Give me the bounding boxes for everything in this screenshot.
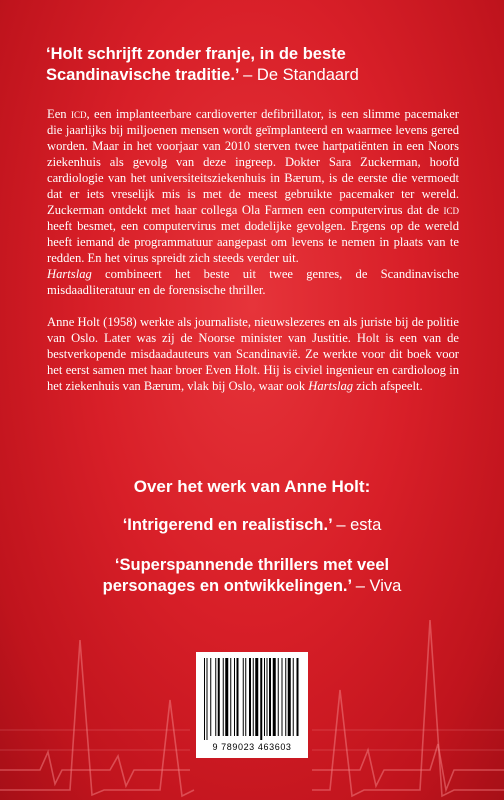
barcode-bar [297,658,299,736]
barcode-bar [204,658,205,740]
text-run: sterven twee hartpatiënten in een Noors ziekenhuis als gevolg van deze ingreep. Dokter Sara Zuckerman, hoofd cardiologie van het universiteitsziekenhuis in Bærum, is de eerste die vermoedt dat er iets vreselijk mis is met de meest gebruikte pacemaker ter wereld. Zuckerman ontdekt met haar collega Ola Farmen een computervirus dat de [47,139,459,217]
barcode-bar [278,658,279,736]
barcode-bar [230,658,231,736]
barcode-bar [260,658,262,740]
quote-source: – esta [336,516,382,534]
barcode-bar [249,658,251,736]
barcode-bar [267,658,268,736]
abbrev-icd: icd [443,203,459,217]
text-run: zich afspeelt. [356,379,423,393]
quote-text: ‘Intrigerend en realistisch.’ [122,516,332,534]
barcode-bar [207,658,208,740]
quote-source: – De Standaard [243,66,359,84]
review-quote-viva [40,555,464,597]
synopsis-paragraph [47,106,459,298]
review-quote-esta [0,515,504,536]
barcode-bar [223,658,224,736]
text-run: Een [47,107,67,121]
author-bio-paragraph [47,314,459,394]
barcode-bar [288,658,291,736]
barcode-bar [282,658,283,736]
barcode-bar [293,658,294,736]
reviews-heading: Over het werk van Anne Holt: [133,477,371,496]
book-title-italic: Hartslag [308,379,354,393]
barcode-bar [243,658,244,736]
text-run: , een implanteerbare cardioverter defibrillator, is een slimme pacemaker die jaarlijks bij miljoenen mensen wordt geïmplanteerd en waarmee levens gered worden. Maar in het voorjaar van [47,107,459,153]
text-run: Anne Holt (1958) werkte als journaliste, nieuwslezeres en als juriste bij de politie van Oslo. Later was zij de Noorse minister van Justitie. Holt is een van de bestverkopende misdaadauteurs van Scandinavië. Ze werkte voor dit boek voor het eerst samen met haar broer Even Holt. Hij is civiel ingenieur en cardioloog in het ziekenhuis van Bærum, vlak bij Oslo, waar ook [47,315,459,393]
barcode-bar [285,658,286,736]
text-run: combineert het beste uit twee genres, de Scandinavische misdaadliteratuur en de forensische thriller. [47,267,459,297]
barcode-bar [253,658,254,736]
year: 2010 [224,139,251,153]
barcode-bar [237,658,239,736]
book-description [47,106,459,394]
barcode-bars [196,652,308,744]
barcode-bar [215,658,216,736]
isbn-number: 9 789023 463603 [212,742,292,752]
barcode-bar [255,658,258,736]
barcode-bar [225,658,228,736]
isbn-barcode [196,652,308,758]
quote-source: – Viva [355,577,402,595]
barcode-bar [245,658,246,736]
barcode-bar [264,658,265,736]
barcode-bar [273,658,276,736]
barcode-bar [269,658,271,736]
quote-line-1: ‘Superspannende thrillers met veel [114,556,390,574]
quote-line-2: Scandinavische traditie.’ [46,66,239,84]
text-run: heeft besmet, een computervirus met dodelijke gevolgen. Ergens op de wereld heeft iemand de programmatuur aangepast om levens te nemen in plaats van te redden. En het virus spreidt zich steeds verder uit. [47,219,459,265]
abbrev-icd: icd [71,107,87,121]
featured-review-quote [46,44,466,86]
barcode-bar [218,658,220,736]
barcode-bar [234,658,235,736]
quote-line-2: personages en ontwikkelingen.’ [102,577,352,595]
quote-line-1: ‘Holt schrijft zonder franje, in de beste [46,45,346,63]
book-title-italic: Hartslag [47,267,92,281]
barcode-bar [210,658,211,736]
